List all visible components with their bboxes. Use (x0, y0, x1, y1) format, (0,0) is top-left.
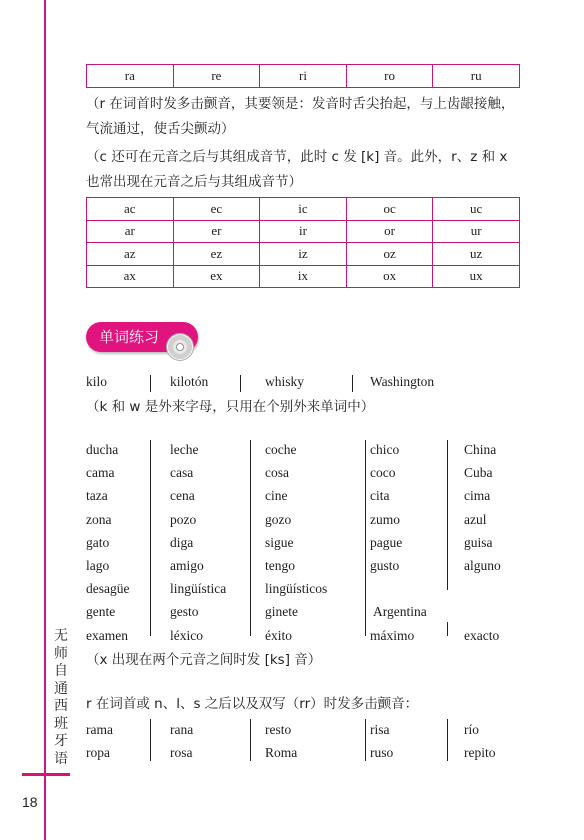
vocab-practice-label: 单词练习 (98, 328, 159, 346)
word: Cuba (464, 465, 493, 481)
word: pozo (170, 511, 197, 527)
word: sigue (265, 534, 294, 550)
table-cell: er (173, 220, 260, 243)
word: rosa (170, 745, 193, 760)
table-cell: ir (260, 220, 347, 243)
word: leche (170, 442, 199, 457)
word: taza (86, 488, 108, 504)
word: cima (464, 488, 491, 504)
word: rana (170, 722, 194, 737)
word: máximo (370, 627, 415, 643)
table-cell: iz (260, 243, 347, 266)
word: Roma (265, 745, 298, 760)
word: rama (86, 722, 113, 737)
column-divider (447, 719, 448, 761)
word-row (86, 512, 526, 534)
table-cell: ex (173, 265, 260, 288)
word: exacto (464, 627, 500, 643)
note-r-trill (86, 92, 514, 142)
table-row (87, 65, 520, 88)
word-row (86, 745, 526, 767)
table-cell: ur (433, 220, 520, 243)
table-cell: ez (173, 243, 260, 266)
side-title-char: 无 (54, 628, 68, 644)
table-cell: az (87, 243, 174, 266)
word: azul (464, 511, 487, 527)
word: gente (86, 604, 116, 620)
word: China (464, 442, 497, 457)
word-row (86, 465, 526, 487)
column-divider (365, 440, 366, 636)
side-title-char: 自 (54, 663, 68, 679)
word: coco (370, 465, 396, 481)
word: tengo (265, 558, 295, 573)
table-cell: ox (346, 265, 433, 288)
table-cell: re (173, 65, 260, 88)
word: cama (86, 465, 115, 481)
word-row (86, 628, 526, 650)
table-cell: ic (260, 198, 347, 221)
column-divider (447, 622, 448, 636)
table-cell: ec (173, 198, 260, 221)
word: risa (370, 722, 390, 737)
word: léxico (170, 627, 203, 643)
side-title-char: 师 (54, 645, 68, 662)
table-cell: ri (260, 65, 347, 88)
word: gusto (370, 558, 400, 573)
word: examen (86, 627, 128, 643)
side-title-char: 西 (54, 698, 68, 714)
word: lago (86, 558, 110, 573)
note-line: 气流通过，使舌尖颤动） (86, 121, 235, 137)
word: ruso (370, 745, 394, 760)
word-row (86, 604, 526, 626)
table-cell: oc (346, 198, 433, 221)
table-cell: ax (87, 265, 174, 288)
word: cosa (265, 465, 289, 481)
table-cell: or (346, 220, 433, 243)
note-c-syllable (86, 145, 507, 195)
table-cell: ac (87, 198, 174, 221)
table-row (87, 243, 520, 266)
word: gato (86, 534, 110, 550)
word: ropa (86, 745, 110, 760)
word: alguno (464, 558, 501, 573)
table-cell: uz (433, 243, 520, 266)
table-cell: ux (433, 265, 520, 288)
table-cell: ru (433, 65, 520, 88)
word: cena (170, 488, 195, 504)
word: ducha (86, 442, 119, 457)
word: lingüísticos (265, 581, 328, 597)
book-title-vertical (52, 628, 70, 768)
side-title-char: 牙 (54, 733, 68, 749)
footer-accent-bar (22, 773, 70, 776)
table-row (87, 198, 520, 221)
column-divider (250, 440, 251, 636)
table-cell: uc (433, 198, 520, 221)
word-row (86, 442, 526, 464)
word: amigo (170, 558, 204, 573)
word-row (86, 558, 526, 580)
word: chico (370, 442, 400, 457)
syllable-table-final-consonants (86, 197, 520, 288)
table-cell: oz (346, 243, 433, 266)
cd-icon (166, 333, 194, 361)
column-divider (352, 375, 353, 392)
column-divider (150, 375, 151, 392)
word: whisky (265, 374, 305, 389)
column-divider (240, 375, 241, 392)
word: zumo (370, 511, 400, 527)
word: desagüe (86, 581, 130, 597)
table-row (87, 265, 520, 288)
word-row (86, 722, 526, 744)
column-divider (150, 719, 151, 761)
word: gozo (265, 511, 292, 527)
note-k-w: （k 和 w 是外来字母，只用在个别外来单词中） (86, 399, 375, 415)
syllable-table-r (86, 64, 520, 88)
word-row (86, 581, 526, 603)
word: cine (265, 488, 288, 504)
table-cell: ix (260, 265, 347, 288)
note-line: （r 在词首时发多击颤音，其要领是：发音时舌尖抬起，与上齿龈接触， (86, 96, 515, 112)
note-rr: r 在词首或 n、l、s 之后以及双写（rr）时发多击颤音： (86, 696, 419, 712)
word: éxito (265, 627, 292, 643)
note-x: （x 出现在两个元音之间时发 [ks] 音） (86, 652, 322, 668)
note-line: 也常出现在元音之后与其组成音节） (86, 174, 302, 190)
word-row (86, 535, 526, 557)
table-row (87, 220, 520, 243)
word: guisa (464, 534, 493, 550)
side-title-char: 语 (54, 750, 68, 767)
word: pague (370, 534, 403, 550)
column-divider (150, 440, 151, 636)
word: kilotón (170, 374, 209, 389)
word: casa (170, 465, 194, 481)
word: lingüística (170, 581, 227, 597)
word: gesto (170, 604, 199, 620)
word: Washington (370, 374, 435, 389)
word: ginete (265, 604, 298, 620)
column-divider (447, 440, 448, 590)
table-cell: ra (87, 65, 174, 88)
note-line: （c 还可在元音之后与其组成音节，此时 c 发 [k] 音。此外，r、z 和 x (86, 149, 508, 165)
table-cell: ro (346, 65, 433, 88)
word: resto (265, 722, 292, 737)
word: cita (370, 488, 390, 504)
word: diga (170, 534, 194, 550)
side-title-char: 班 (54, 715, 68, 732)
side-title-char: 通 (54, 680, 68, 697)
margin-rule (44, 0, 46, 840)
word: coche (265, 442, 297, 457)
word-row (86, 488, 526, 510)
table-cell: ar (87, 220, 174, 243)
word: zona (86, 511, 112, 527)
word: kilo (86, 374, 108, 389)
word: río (464, 722, 479, 737)
column-divider (365, 719, 366, 761)
column-divider (250, 719, 251, 761)
word: Argentina (373, 604, 427, 620)
page-number: 18 (22, 794, 38, 810)
word: repito (464, 745, 496, 760)
word-row-kw (86, 374, 526, 396)
